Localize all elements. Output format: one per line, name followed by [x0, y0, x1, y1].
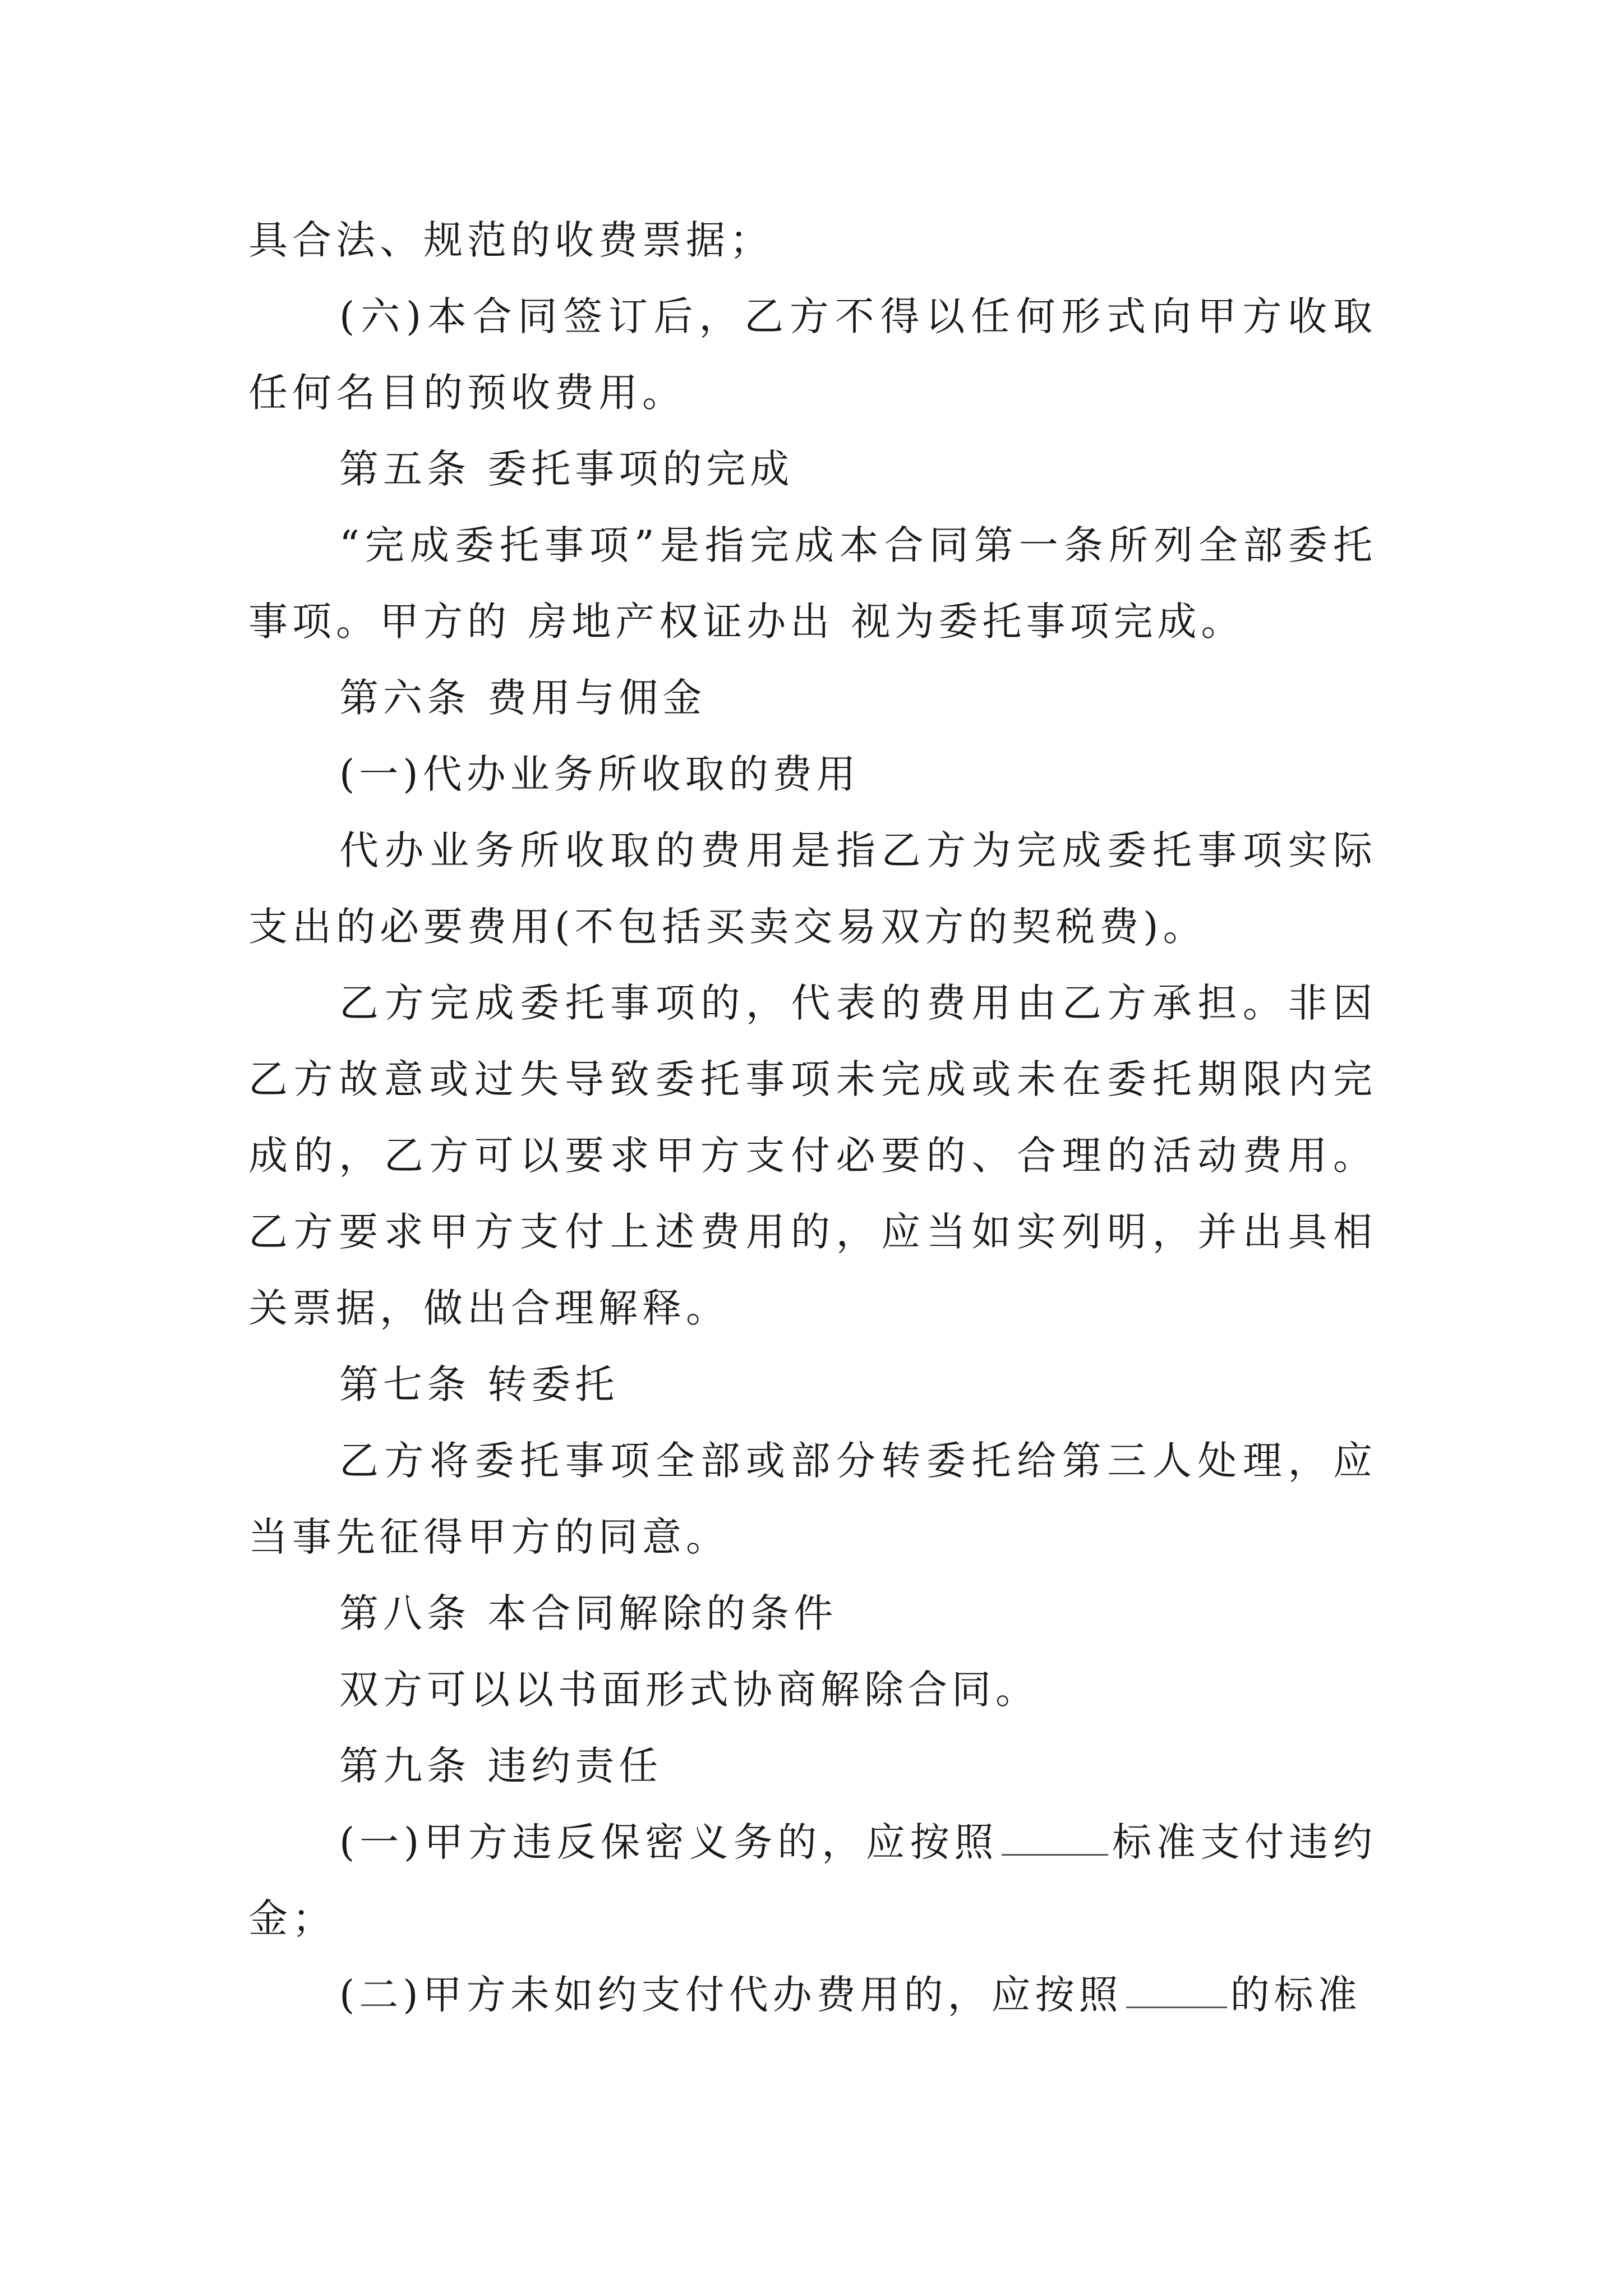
- fill-in-blank[interactable]: [1002, 1820, 1108, 1856]
- clause-text-before-blank: (二)甲方未如约支付代办费用的，应按照: [339, 1972, 1123, 2018]
- clause-text-before-blank: (一)甲方违反保密义务的，应按照: [339, 1819, 999, 1865]
- paragraph-completion-definition: “完成委托事项”是指完成本合同第一条所列全部委托事项。甲方的 房地产权证办出 视为委托事项完成。: [248, 522, 1377, 645]
- article-heading-6: 第六条 费用与佣金: [339, 675, 707, 721]
- paragraph-fees-bearing: 乙方完成委托事项的，代表的费用由乙方承担。非因乙方故意或过失导致委托事项未完成或未在委托期限内完成的，乙方可以要求甲方支付必要的、合理的活动费用。乙方要求甲方支付上述费用的，应当如实列明，并出具相关票据，做出合理解释。: [248, 980, 1377, 1331]
- clause-text-after-blank: 的标准: [1230, 1972, 1362, 2018]
- clause-text-after-blank: 标准支付违约金；: [248, 1819, 1377, 1941]
- article-heading-9: 第九条 违约责任: [339, 1743, 663, 1789]
- paragraph-fees-definition: 代办业务所收取的费用是指乙方为完成委托事项实际支出的必要费用(不包括买卖交易双方的契税费)。: [248, 827, 1377, 950]
- paragraph-termination: 双方可以以书面形式协商解除合同。: [339, 1667, 1039, 1713]
- fill-in-blank[interactable]: [1126, 1973, 1227, 2008]
- clause-confidentiality-breach: [248, 1804, 1377, 1957]
- clause-heading-fees: (一)代办业务所收取的费用: [339, 751, 860, 797]
- paragraph-subdelegation: 乙方将委托事项全部或部分转委托给第三人处理，应当事先征得甲方的同意。: [248, 1438, 1377, 1560]
- document-body: [248, 202, 1377, 2033]
- article-heading-7: 第七条 转委托: [339, 1361, 619, 1407]
- article-heading-5: 第五条 委托事项的完成: [339, 446, 794, 492]
- article-heading-8: 第八条 本合同解除的条件: [339, 1590, 838, 1636]
- clause-item-6: (六)本合同签订后，乙方不得以任何形式向甲方收取任何名目的预收费用。: [248, 293, 1377, 416]
- clause-payment-breach: [248, 1957, 1377, 2033]
- paragraph-continuation: 具合法、规范的收费票据；: [248, 217, 773, 263]
